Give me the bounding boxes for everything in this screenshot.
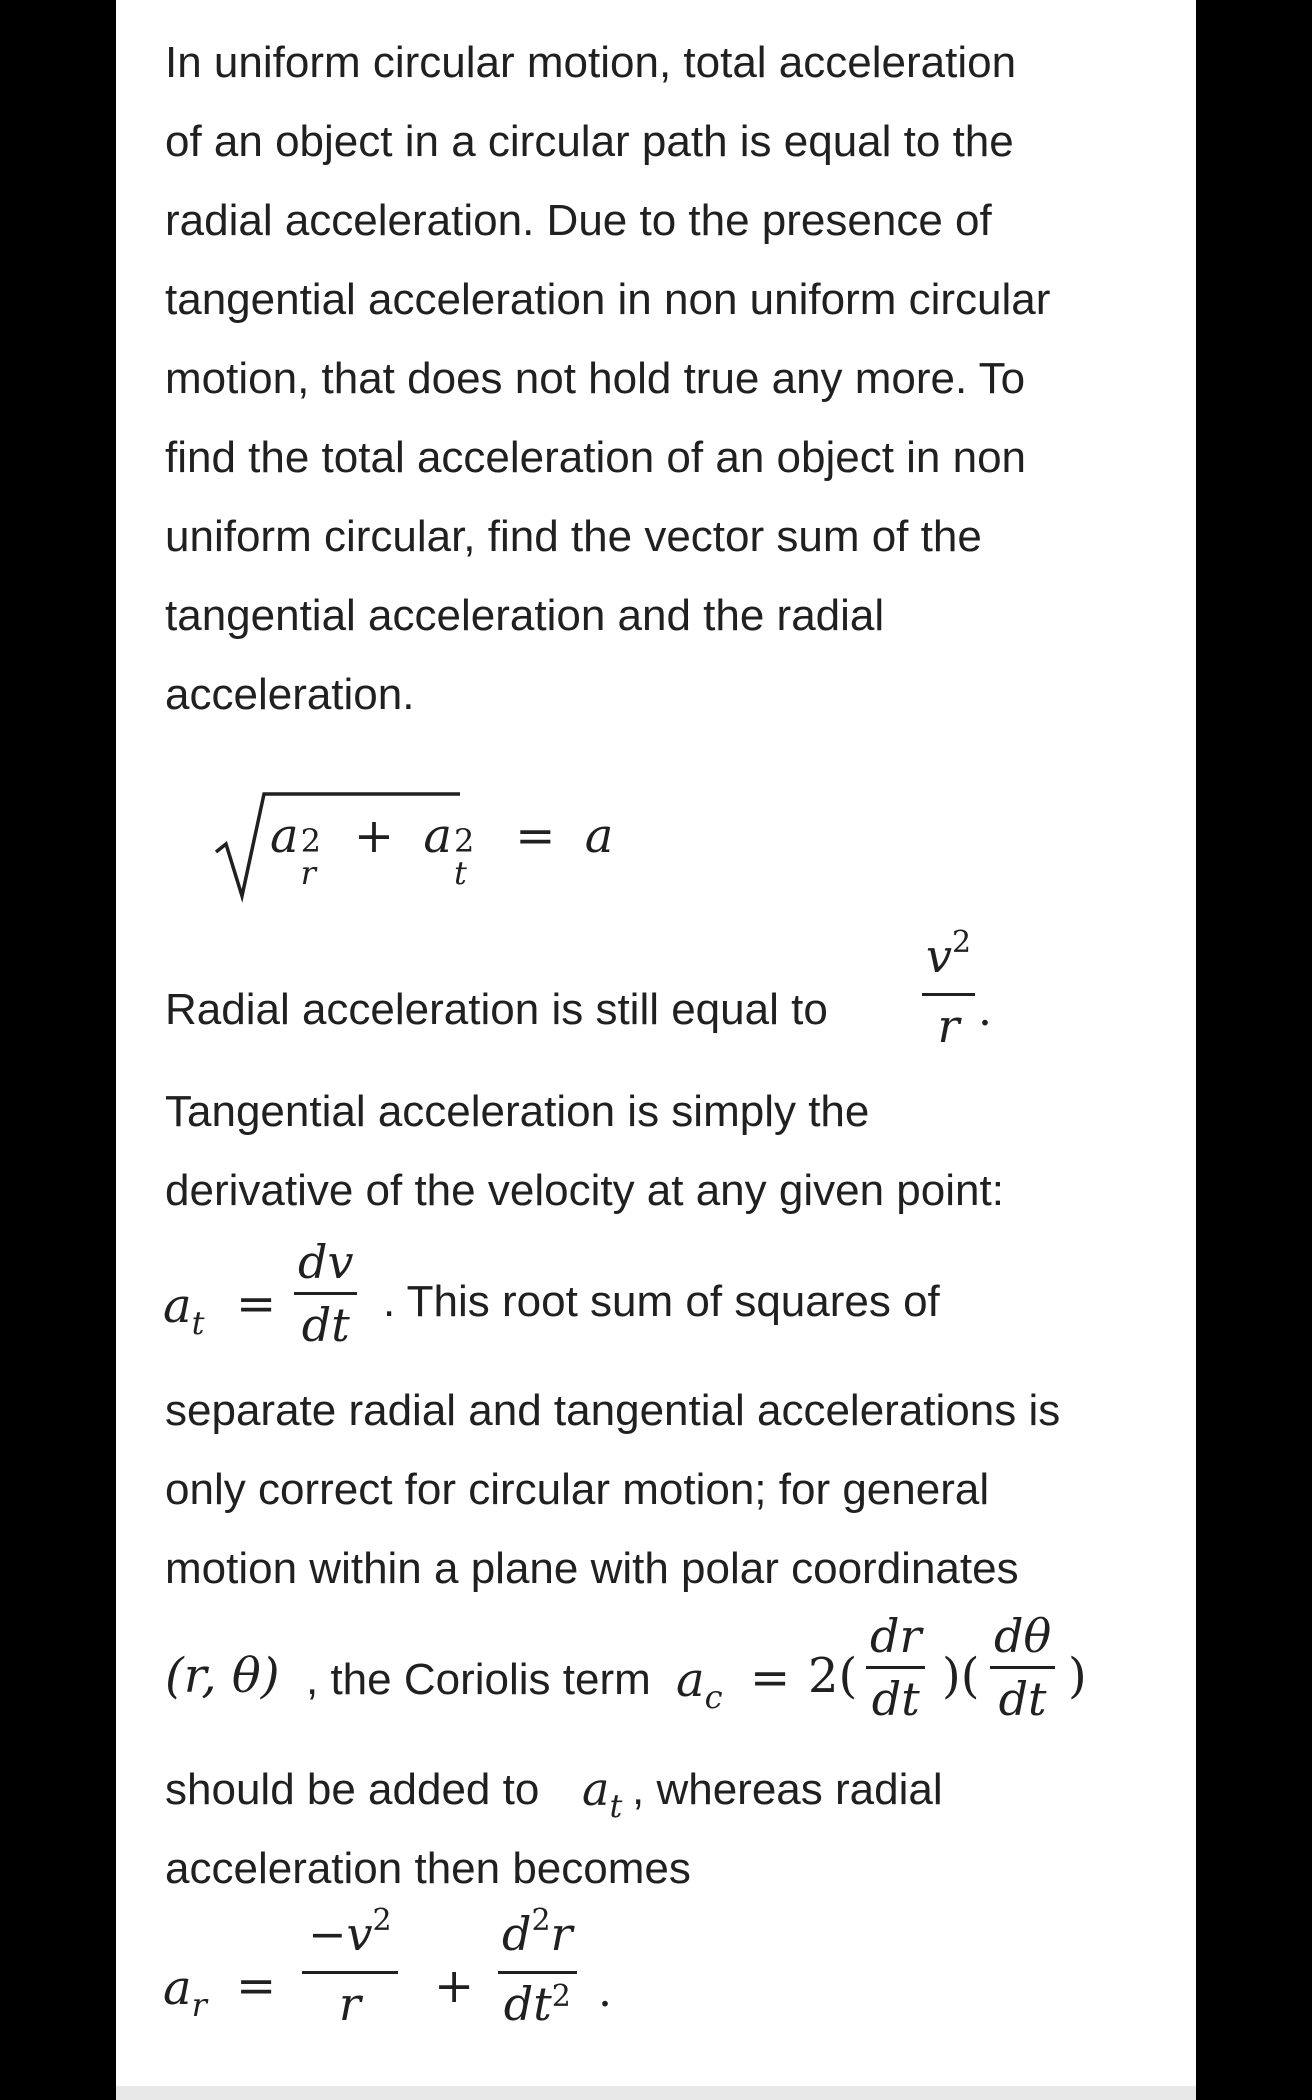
fraction-numerator: −v <box>308 1907 373 1961</box>
formula-exponent: 2 <box>300 822 321 860</box>
formula-variable: a <box>676 1652 705 1708</box>
coriolis-fraction-dr <box>866 1610 925 1725</box>
formula-subscript: t <box>609 1787 623 1825</box>
fraction-denominator: dt <box>998 1672 1047 1726</box>
polar-coordinates: (r, θ) <box>165 1648 280 1704</box>
formula-subscript: t <box>454 854 467 892</box>
ar-fraction-d2r <box>498 1903 577 2037</box>
fraction-denominator: dt <box>503 1977 552 2031</box>
paragraph-line: uniform circular, find the vector sum of the <box>165 512 982 561</box>
fraction-exponent: 2 <box>551 1979 571 2014</box>
paragraph-line: separate radial and tangential accelerations is <box>165 1386 1061 1435</box>
fraction-exponent: 2 <box>531 1903 551 1938</box>
fraction-numerator: dθ <box>994 1609 1052 1663</box>
radial-text: Radial acceleration is still equal to <box>165 985 828 1034</box>
fraction-denominator: dt <box>301 1298 350 1352</box>
coriolis-fraction-dtheta <box>990 1610 1055 1725</box>
paragraph-line: Tangential acceleration is simply the <box>165 1087 870 1136</box>
formula-subscript: c <box>704 1678 723 1716</box>
fraction-denominator: r <box>338 1977 361 2031</box>
fraction-numerator-r: r <box>550 1907 573 1961</box>
total-acceleration-formula <box>212 786 614 906</box>
formula-period: . <box>598 1966 612 2017</box>
formula-plus: + <box>353 808 395 864</box>
fraction-exponent: 2 <box>952 925 972 960</box>
formula-equals: = <box>750 1650 791 1706</box>
tangential-after-text: . This root sum of squares of <box>383 1277 940 1326</box>
formula-subscript: r <box>300 854 316 892</box>
fraction-exponent: 2 <box>372 1903 392 1938</box>
formula-exponent: 2 <box>454 822 475 860</box>
paragraph-line: derivative of the velocity at any given point: <box>165 1166 1004 1215</box>
paragraph-line: tangential acceleration in non uniform circular <box>165 275 1051 324</box>
ar-fraction-v <box>302 1903 398 2031</box>
fraction-numerator: dv <box>298 1235 354 1289</box>
formula-equals: = <box>515 808 556 864</box>
should-before: should be added to <box>165 1765 540 1814</box>
formula-equals: = <box>236 1958 277 2014</box>
formula-subscript: t <box>191 1304 205 1342</box>
paragraph-line: motion within a plane with polar coordinates <box>165 1544 1019 1593</box>
paragraph-line: acceleration then becomes <box>165 1844 691 1893</box>
formula-equals: = <box>236 1276 277 1332</box>
fraction-numerator: dr <box>870 1609 922 1663</box>
fraction-numerator: v <box>926 929 952 983</box>
should-after: , whereas radial <box>632 1765 943 1814</box>
radial-period: . <box>978 985 992 1036</box>
paragraph-line: tangential acceleration and the radial <box>165 591 885 640</box>
paragraph-line: of an object in a circular path is equal to the <box>165 117 1014 166</box>
radial-fraction <box>922 925 975 1053</box>
formula-variable: a <box>423 808 452 864</box>
formula-two: 2( <box>808 1648 858 1704</box>
formula-paren: )( <box>942 1648 980 1704</box>
formula-subscript: r <box>191 1986 207 2024</box>
formula-variable: a <box>582 1762 610 1816</box>
formula-paren: ) <box>1068 1648 1087 1704</box>
paragraph-line: find the total acceleration of an object in non <box>165 433 1027 482</box>
formula-plus: + <box>434 1958 475 2014</box>
formula-variable: a <box>163 1278 192 1334</box>
paragraph-line: motion, that does not hold true any more. To <box>165 354 1026 403</box>
formula-variable: a <box>163 1960 192 2016</box>
tangential-fraction <box>294 1236 357 1351</box>
paragraph-line: acceleration. <box>165 670 415 719</box>
coriolis-text: , the Coriolis term <box>306 1655 651 1704</box>
fraction-denominator: r <box>937 999 960 1053</box>
paragraph-line: In uniform circular motion, total acceleration <box>165 38 1017 87</box>
formula-rhs: a <box>584 808 614 864</box>
paragraph-line: only correct for circular motion; for general <box>165 1465 990 1514</box>
formula-variable: a <box>270 808 299 864</box>
fraction-numerator-d: d <box>502 1907 532 1961</box>
paragraph-line: radial acceleration. Due to the presence of <box>165 196 992 245</box>
page-bottom-edge <box>116 2086 1196 2100</box>
fraction-denominator: dt <box>871 1672 920 1726</box>
